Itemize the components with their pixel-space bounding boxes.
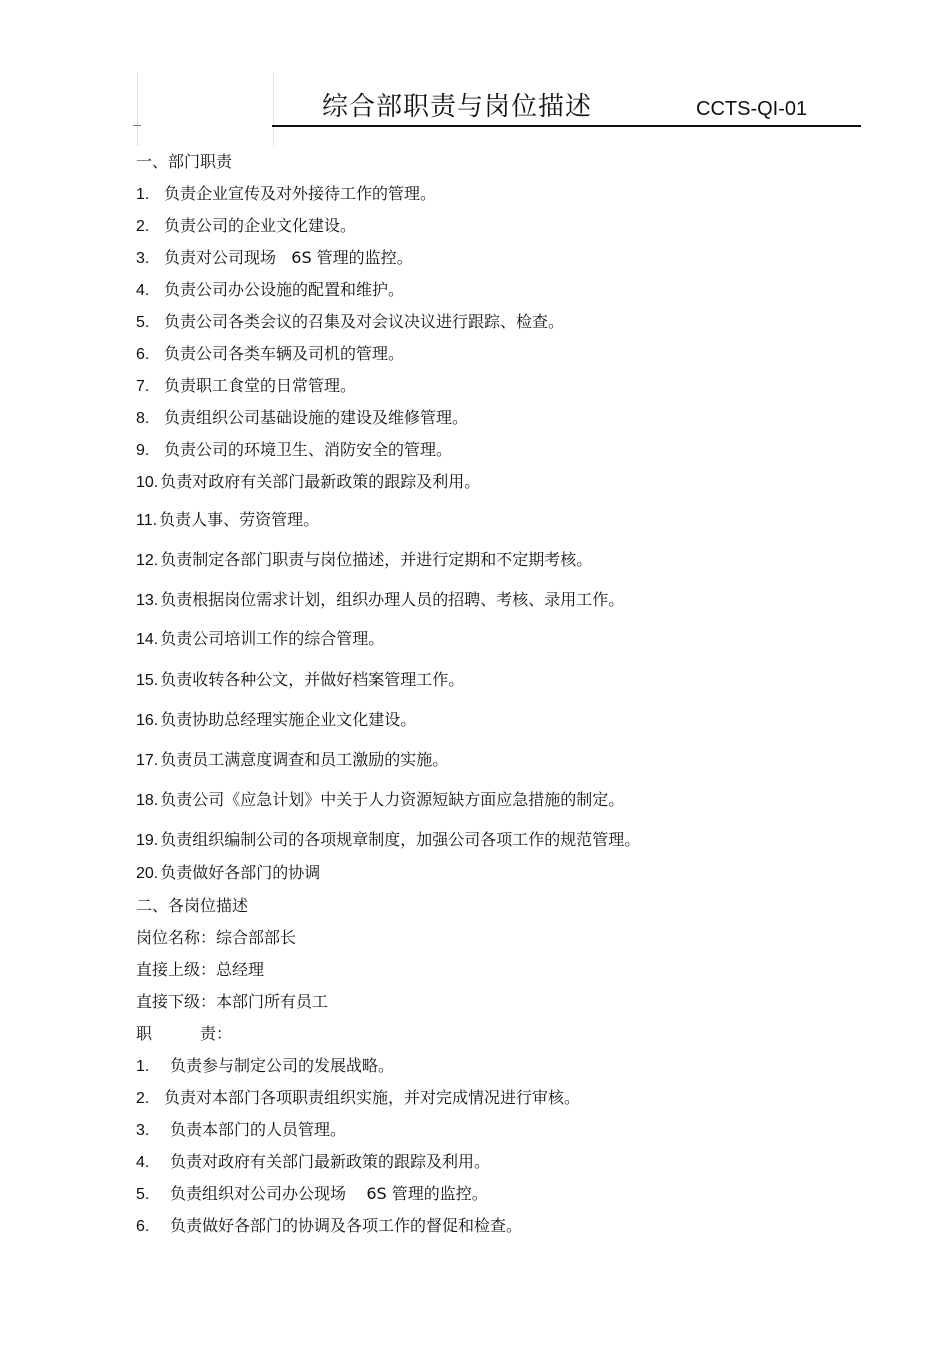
list-item [136, 589, 624, 612]
section-heading-department-duties: 一、部门职责 [136, 152, 233, 171]
item-number: 4. [136, 1154, 150, 1171]
item-text: 负责对政府有关部门最新政策的跟踪及利用。 [160, 472, 481, 491]
item-text: 负责企业宣传及对外接待工作的管理。 [164, 184, 437, 203]
list-item [136, 628, 384, 651]
item-number: 18. [136, 792, 159, 809]
duty-item [136, 1183, 488, 1206]
duty-item [136, 1151, 490, 1174]
item-text: 负责对公司现场 6S 管理的监控。 [164, 248, 413, 267]
list-item [136, 439, 452, 462]
item-text: 负责公司各类会议的召集及对会议决议进行跟踪、检查。 [164, 312, 565, 331]
list-item [136, 343, 404, 366]
item-text: 负责公司的环境卫生、消防安全的管理。 [164, 440, 453, 459]
duty-item [136, 1055, 394, 1078]
item-number: 20. [136, 865, 159, 882]
item-number: 9. [136, 442, 150, 459]
list-item [136, 311, 564, 334]
list-item [136, 749, 448, 772]
logo-placeholder [137, 72, 274, 146]
list-item [136, 183, 436, 206]
direct-superior: 直接上级：总经理 [136, 960, 265, 979]
item-text: 负责公司办公设施的配置和维护。 [164, 280, 405, 299]
item-text: 负责对政府有关部门最新政策的跟踪及利用。 [170, 1152, 491, 1171]
item-number: 7. [136, 378, 150, 395]
item-number: 2. [136, 1090, 150, 1107]
item-text: 负责做好各部门的协调 [160, 863, 321, 882]
document-title: 综合部职责与岗位描述 [322, 92, 593, 122]
item-text: 负责组织公司基础设施的建设及维修管理。 [164, 408, 469, 427]
duty-item [136, 1215, 522, 1238]
item-text: 负责本部门的人员管理。 [170, 1120, 347, 1139]
item-text: 负责员工满意度调查和员工激励的实施。 [160, 750, 449, 769]
item-number: 6. [136, 346, 150, 363]
item-text: 负责公司的企业文化建设。 [164, 216, 357, 235]
item-number: 16. [136, 712, 159, 729]
item-number: 3. [136, 1122, 150, 1139]
list-item [136, 549, 592, 572]
item-number: 5. [136, 1186, 150, 1203]
item-number: 14. [136, 631, 159, 648]
item-number: 5. [136, 314, 150, 331]
list-item [136, 375, 356, 398]
item-text: 负责公司培训工作的综合管理。 [160, 629, 385, 648]
item-text: 负责制定各部门职责与岗位描述，并进行定期和不定期考核。 [160, 550, 593, 569]
list-item [136, 509, 319, 532]
list-item [136, 862, 320, 885]
duties-label-char-1: 职 [136, 1024, 153, 1043]
duties-label [136, 1023, 232, 1045]
list-item [136, 789, 624, 812]
item-number: 13. [136, 592, 159, 609]
direct-subordinate: 直接下级：本部门所有员工 [136, 992, 329, 1011]
item-number: 15. [136, 672, 159, 689]
item-number: 4. [136, 282, 150, 299]
duty-item [136, 1087, 580, 1110]
item-number: 17. [136, 752, 159, 769]
item-number: 1. [136, 186, 150, 203]
item-number: 11. [136, 512, 158, 529]
section-heading-position-descriptions: 二、各岗位描述 [136, 896, 249, 915]
item-number: 1. [136, 1058, 150, 1075]
position-name: 岗位名称：综合部部长 [136, 928, 297, 947]
header-rule [272, 125, 861, 127]
item-number: 6. [136, 1218, 150, 1235]
list-item [136, 407, 468, 430]
item-text: 负责协助总经理实施企业文化建设。 [160, 710, 417, 729]
list-item [136, 471, 480, 494]
list-item [136, 279, 404, 302]
item-text: 负责职工食堂的日常管理。 [164, 376, 357, 395]
item-number: 10. [136, 474, 159, 491]
item-text: 负责公司《应急计划》中关于人力资源短缺方面应急措施的制定。 [160, 790, 625, 809]
item-text: 负责对本部门各项职责组织实施，并对完成情况进行审核。 [164, 1088, 581, 1107]
item-number: 12. [136, 552, 159, 569]
item-number: 8. [136, 410, 150, 427]
list-item [136, 829, 640, 852]
list-item [136, 247, 413, 270]
item-number: 19. [136, 832, 159, 849]
list-item [136, 215, 356, 238]
item-number: 3. [136, 250, 150, 267]
item-number: 2. [136, 218, 150, 235]
item-text: 负责组织编制公司的各项规章制度，加强公司各项工作的规范管理。 [160, 830, 641, 849]
document-code: CCTS-QI-01 [696, 98, 808, 120]
item-text: 负责公司各类车辆及司机的管理。 [164, 344, 405, 363]
item-text: 负责做好各部门的协调及各项工作的督促和检查。 [170, 1216, 523, 1235]
list-item [136, 669, 464, 692]
item-text: 负责人事、劳资管理。 [159, 510, 320, 529]
item-text: 负责参与制定公司的发展战略。 [170, 1056, 395, 1075]
list-item [136, 709, 416, 732]
item-text: 负责收转各种公文，并做好档案管理工作。 [160, 670, 465, 689]
header-tick-mark [133, 125, 141, 126]
item-text: 负责根据岗位需求计划，组织办理人员的招聘、考核、录用工作。 [160, 590, 625, 609]
duties-label-char-2: 责： [200, 1024, 233, 1043]
item-text: 负责组织对公司办公现场 6S 管理的监控。 [170, 1184, 488, 1203]
duty-item [136, 1119, 346, 1142]
